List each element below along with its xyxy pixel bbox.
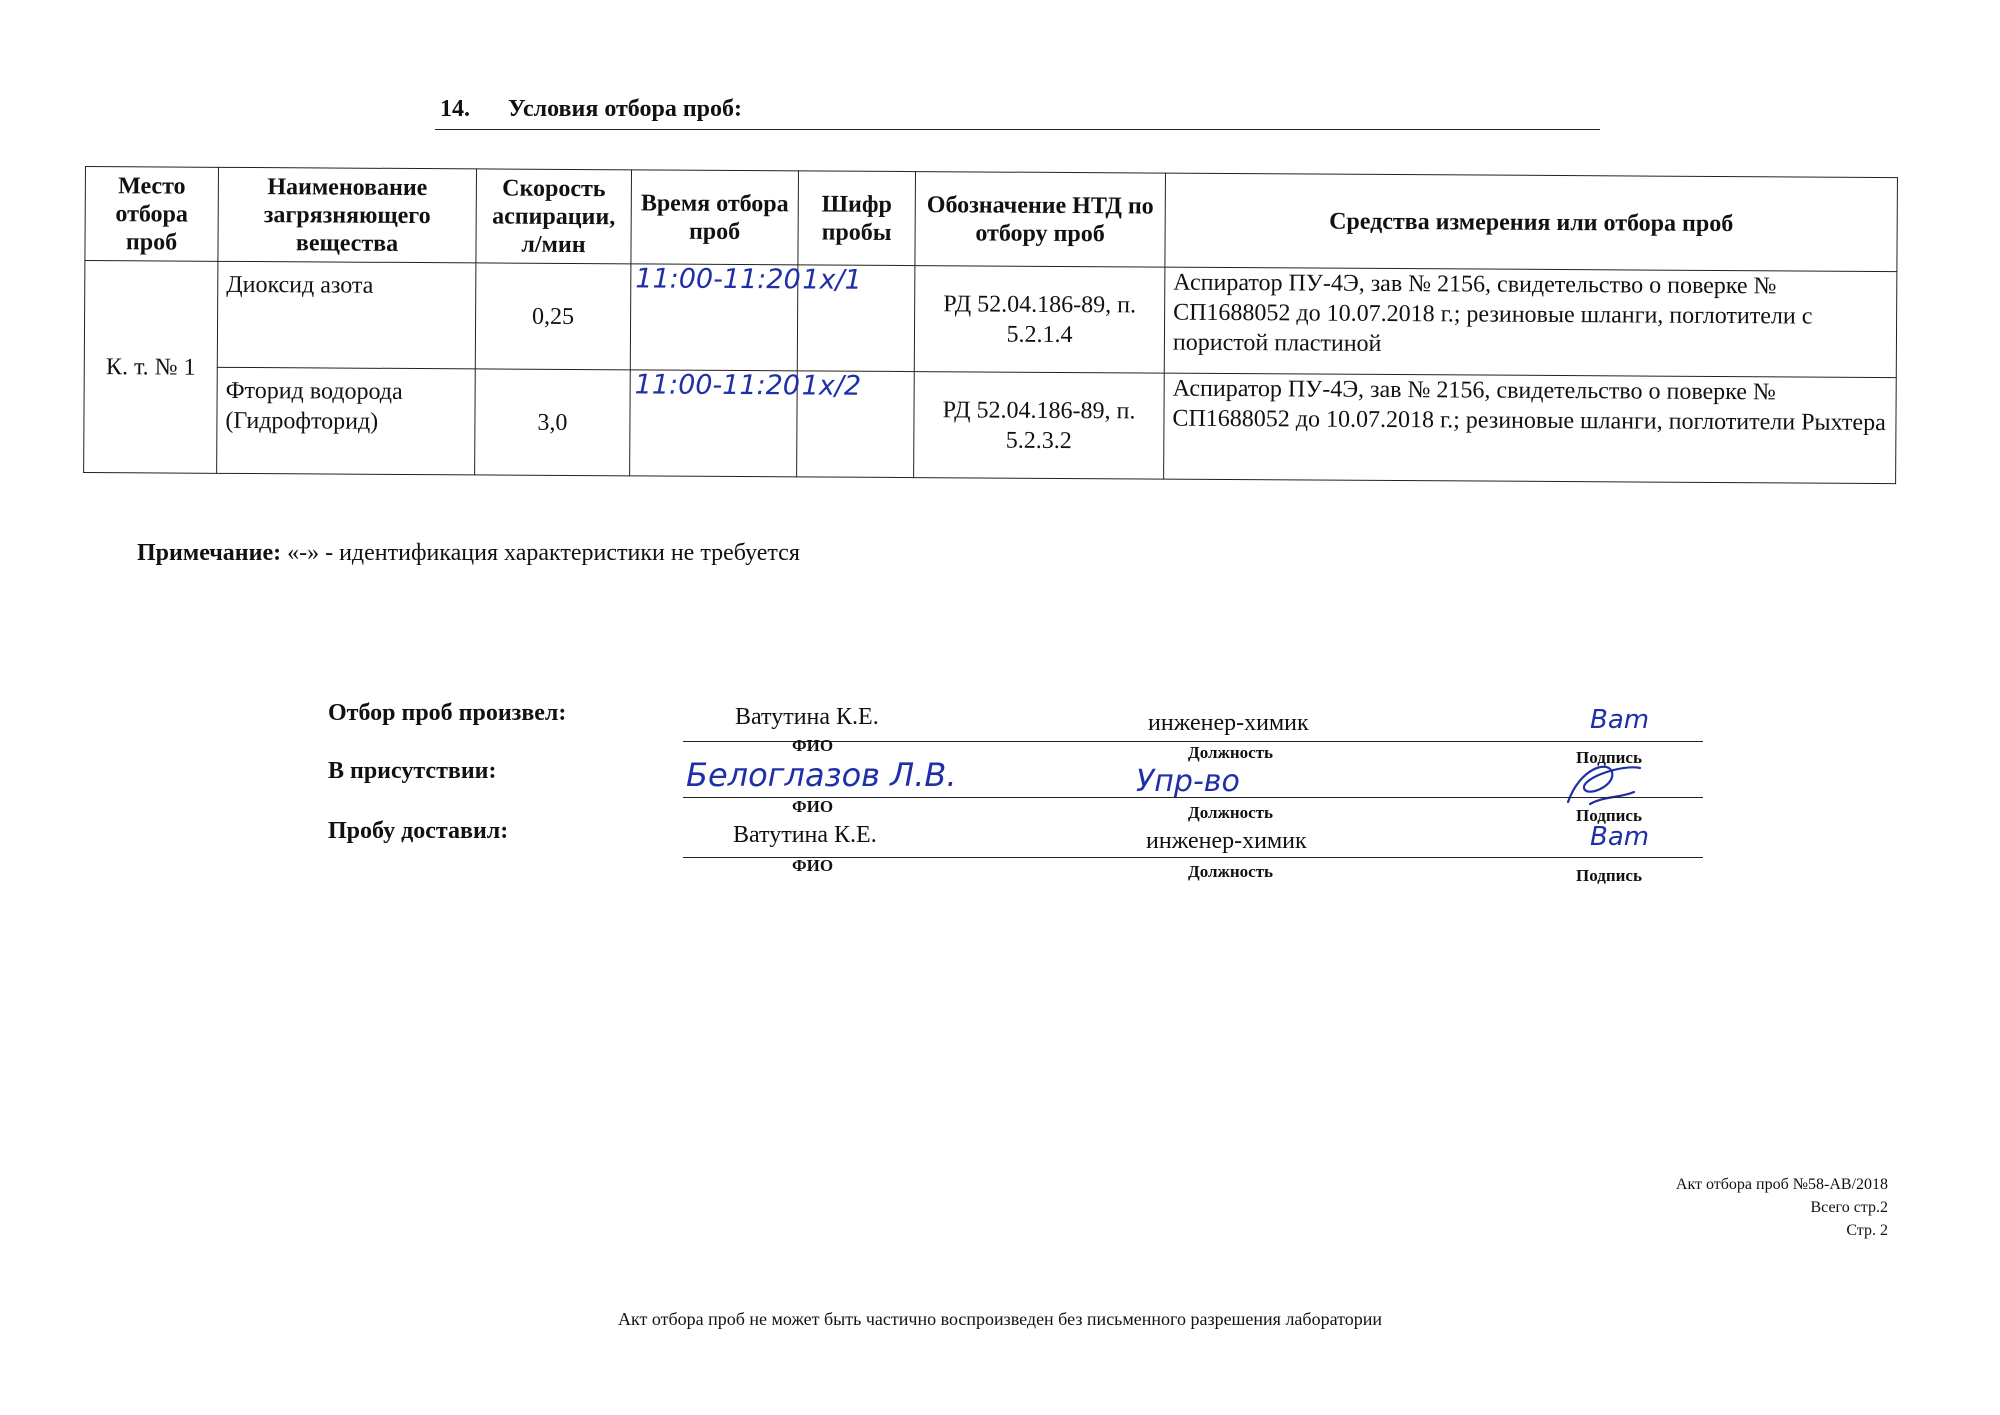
sampled-by-caption-position: Должность bbox=[1188, 743, 1274, 762]
header-substance: Наименование загрязняющего вещества bbox=[218, 167, 477, 263]
cell-code-handwritten: 1x/1 bbox=[797, 265, 915, 372]
header-rate: Скорость аспирации, л/мин bbox=[476, 169, 632, 264]
cell-code-handwritten: 1x/2 bbox=[797, 371, 915, 478]
sampled-by-caption-name: ФИО bbox=[792, 736, 834, 755]
table-row bbox=[84, 261, 1897, 378]
page-footer-meta bbox=[1676, 1173, 1888, 1242]
cell-ntd: РД 52.04.186-89, п. 5.2.1.4 bbox=[914, 266, 1165, 374]
reproduction-disclaimer: Акт отбора проб не может быть частично воспроизведен без письменного разрешения лаборатории bbox=[617, 1309, 1383, 1329]
cell-means: Аспиратор ПУ-4Э, зав № 2156, свидетельство о поверке № СП1688052 до 10.07.2018 г.; резиновые шланги, поглотители Рыхтера bbox=[1164, 373, 1897, 483]
delivered-by-position: инженер-химик bbox=[1146, 828, 1307, 854]
table-row bbox=[84, 366, 1897, 483]
cell-time-handwritten: 11:00-11:20 bbox=[630, 370, 798, 477]
header-code: Шифр пробы bbox=[798, 171, 916, 266]
total-pages: Всего стр.2 bbox=[1810, 1199, 1888, 1216]
sampled-by-signature: Ваm bbox=[1590, 705, 1650, 735]
cell-rate: 0,25 bbox=[475, 263, 631, 370]
delivered-by-caption-name: ФИО bbox=[792, 856, 834, 875]
in-presence-caption-name: ФИО bbox=[792, 797, 834, 816]
cell-substance: Фторид водорода (Гидрофторид) bbox=[217, 367, 476, 475]
cell-ntd: РД 52.04.186-89, п. 5.2.3.2 bbox=[914, 372, 1165, 480]
delivered-by-caption-position: Должность bbox=[1188, 862, 1274, 881]
header-ntd: Обозначение НТД по отбору проб bbox=[915, 172, 1166, 268]
cell-rate: 3,0 bbox=[475, 369, 631, 476]
section-underline bbox=[435, 129, 1600, 130]
delivered-by-label: Пробу доставил: bbox=[328, 818, 509, 844]
cell-time-handwritten: 11:00-11:20 bbox=[630, 264, 798, 371]
in-presence-label: В присутствии: bbox=[328, 758, 497, 784]
header-place: Место отбора проб bbox=[85, 167, 219, 262]
sampled-by-caption-signature: Подпись bbox=[1576, 748, 1642, 767]
cell-place: К. т. № 1 bbox=[84, 261, 218, 474]
in-presence-caption-signature: Подпись bbox=[1576, 806, 1642, 825]
in-presence-name-handwritten: Белоглазов Л.В. bbox=[686, 756, 957, 794]
sampling-conditions-table bbox=[83, 166, 1898, 484]
in-presence-signature-scribble bbox=[1560, 758, 1650, 810]
in-presence-position-handwritten: Упр-во bbox=[1136, 764, 1240, 799]
sampled-by-position: инженер-химик bbox=[1148, 710, 1309, 736]
section-title bbox=[440, 96, 742, 123]
delivered-by-line bbox=[683, 857, 1703, 858]
sampled-by-name: Ватутина К.Е. bbox=[735, 704, 879, 730]
in-presence-caption-position: Должность bbox=[1188, 803, 1274, 822]
act-number: Акт отбора проб №58-АВ/2018 bbox=[1675, 1176, 1888, 1193]
in-presence-line bbox=[683, 797, 1703, 798]
page-number: Стр. 2 bbox=[1846, 1222, 1888, 1239]
note bbox=[137, 540, 800, 567]
note-label: Примечание: bbox=[137, 540, 282, 566]
delivered-by-name: Ватутина К.Е. bbox=[733, 822, 877, 848]
note-text: «-» - идентификация характеристики не требуется bbox=[287, 540, 800, 566]
header-time: Время отбора проб bbox=[631, 170, 799, 265]
sampled-by-label: Отбор проб произвел: bbox=[328, 700, 567, 726]
sampled-by-line bbox=[683, 741, 1703, 742]
cell-means: Аспиратор ПУ-4Э, зав № 2156, свидетельство о поверке № СП1688052 до 10.07.2018 г.; резиновые шланги, поглотители с пористой пластиной bbox=[1164, 267, 1897, 377]
header-means: Средства измерения или отбора проб bbox=[1165, 173, 1898, 271]
section-number: 14. bbox=[440, 96, 470, 122]
delivered-by-caption-signature: Подпись bbox=[1576, 866, 1642, 885]
delivered-by-signature: Ваm bbox=[1590, 822, 1650, 852]
section-title-text: Условия отбора проб: bbox=[508, 96, 742, 122]
cell-substance: Диоксид азота bbox=[217, 261, 476, 369]
table-header-row bbox=[85, 167, 1898, 272]
